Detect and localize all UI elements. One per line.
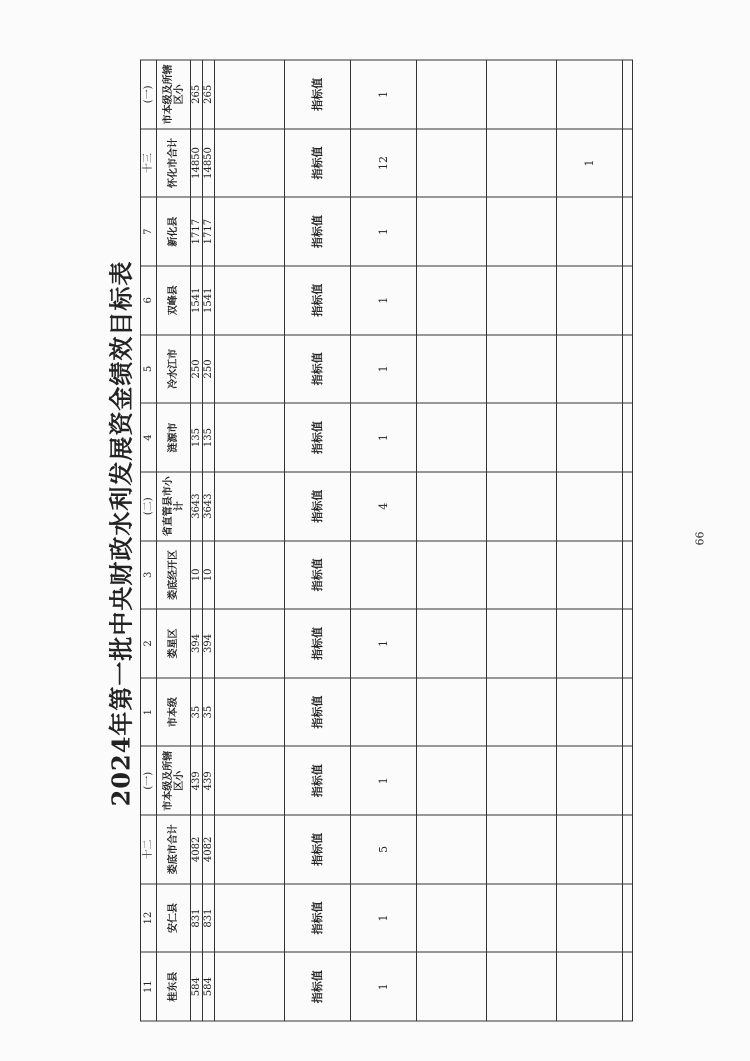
table-cell-indicator: 指标值 xyxy=(285,334,351,403)
table-cell-blank4 xyxy=(623,540,633,609)
table-cell-indicator: 指标值 xyxy=(285,471,351,540)
page-title: 2024年第一批中央财政水利发展资金绩效目标表 xyxy=(106,260,136,807)
table-cell-name: 安仁县 xyxy=(157,883,191,952)
table-cell-v1: 135 xyxy=(191,403,203,472)
table-cell-val: 1 xyxy=(351,265,417,334)
table-cell-val: 4 xyxy=(351,471,417,540)
table-cell-index: 十二 xyxy=(141,815,157,884)
table-cell-blank1 xyxy=(215,609,285,678)
table-cell-blank3 xyxy=(487,334,557,403)
table-cell-blank3 xyxy=(487,540,557,609)
table-cell-extra xyxy=(557,815,623,884)
table-cell-blank2 xyxy=(417,883,487,952)
table-cell-v2: 394 xyxy=(203,609,215,678)
table-cell-val: 1 xyxy=(351,746,417,815)
table-cell-extra xyxy=(557,677,623,746)
table-cell-v1: 10 xyxy=(191,540,203,609)
table-cell-extra xyxy=(557,197,623,266)
table-cell-blank1 xyxy=(215,60,285,129)
table-cell-v2: 1717 xyxy=(203,197,215,266)
table-row xyxy=(285,60,351,1021)
table-cell-indicator: 指标值 xyxy=(285,265,351,334)
table-cell-blank1 xyxy=(215,471,285,540)
table-container xyxy=(140,60,632,1021)
table-cell-blank3 xyxy=(487,677,557,746)
table-cell-extra: 1 xyxy=(557,128,623,197)
table-cell-v1: 4082 xyxy=(191,815,203,884)
table-cell-v2: 250 xyxy=(203,334,215,403)
table-cell-v2: 1541 xyxy=(203,265,215,334)
table-cell-blank2 xyxy=(417,815,487,884)
table-cell-blank2 xyxy=(417,60,487,129)
table-cell-blank1 xyxy=(215,883,285,952)
table-row xyxy=(191,60,203,1021)
table-cell-index: 7 xyxy=(141,197,157,266)
table-cell-name: 涟源市 xyxy=(157,403,191,472)
table-cell-v1: 1541 xyxy=(191,265,203,334)
table-cell-indicator: 指标值 xyxy=(285,815,351,884)
table-cell-index: 4 xyxy=(141,403,157,472)
table-cell-name: 娄底市合计 xyxy=(157,815,191,884)
table-cell-indicator: 指标值 xyxy=(285,197,351,266)
table-cell-indicator: 指标值 xyxy=(285,883,351,952)
table-cell-blank2 xyxy=(417,746,487,815)
table-cell-blank3 xyxy=(487,815,557,884)
table-cell-name: 娄底经开区 xyxy=(157,540,191,609)
table-cell-v1: 831 xyxy=(191,883,203,952)
table-cell-blank3 xyxy=(487,471,557,540)
table-cell-name: 桂东县 xyxy=(157,952,191,1021)
table-cell-extra xyxy=(557,60,623,129)
table-row xyxy=(417,60,487,1021)
table-cell-extra xyxy=(557,403,623,472)
table-row xyxy=(157,60,191,1021)
table-cell-blank4 xyxy=(623,883,633,952)
table-cell-blank2 xyxy=(417,403,487,472)
table-cell-blank4 xyxy=(623,815,633,884)
table-cell-extra xyxy=(557,471,623,540)
table-cell-indicator: 指标值 xyxy=(285,609,351,678)
table-cell-name: 市本级及所辖区小 xyxy=(157,60,191,129)
table-row xyxy=(351,60,417,1021)
table-cell-name: 冷水江市 xyxy=(157,334,191,403)
table-cell-v1: 14850 xyxy=(191,128,203,197)
table-cell-v1: 265 xyxy=(191,60,203,129)
table-cell-name: 省直管县市小计 xyxy=(157,471,191,540)
table-cell-name: 市本级及所辖区小 xyxy=(157,746,191,815)
table-cell-extra xyxy=(557,952,623,1021)
table-cell-index: 2 xyxy=(141,609,157,678)
table-cell-blank3 xyxy=(487,403,557,472)
table-row xyxy=(141,60,157,1021)
table-cell-indicator: 指标值 xyxy=(285,403,351,472)
table-cell-name: 双峰县 xyxy=(157,265,191,334)
table-cell-blank4 xyxy=(623,265,633,334)
table-cell-blank3 xyxy=(487,60,557,129)
table-cell-v2: 265 xyxy=(203,60,215,129)
table-cell-v2: 35 xyxy=(203,677,215,746)
table-cell-val: 1 xyxy=(351,403,417,472)
table-cell-v2: 439 xyxy=(203,746,215,815)
table-cell-v2: 3643 xyxy=(203,471,215,540)
table-cell-blank1 xyxy=(215,746,285,815)
table-cell-val: 12 xyxy=(351,128,417,197)
table-cell-index: 1 xyxy=(141,677,157,746)
table-cell-extra xyxy=(557,746,623,815)
table-cell-indicator: 指标值 xyxy=(285,677,351,746)
table-cell-v1: 3643 xyxy=(191,471,203,540)
table-cell-val: 1 xyxy=(351,883,417,952)
table-cell-blank1 xyxy=(215,540,285,609)
indicator-table xyxy=(140,59,633,1021)
table-cell-val: 1 xyxy=(351,334,417,403)
table-cell-v1: 394 xyxy=(191,609,203,678)
table-cell-blank2 xyxy=(417,471,487,540)
table-row xyxy=(203,60,215,1021)
table-cell-blank2 xyxy=(417,128,487,197)
table-cell-blank3 xyxy=(487,128,557,197)
table-cell-blank4 xyxy=(623,334,633,403)
table-cell-v2: 10 xyxy=(203,540,215,609)
table-cell-blank3 xyxy=(487,609,557,678)
table-cell-val: 1 xyxy=(351,952,417,1021)
page-number: 66 xyxy=(693,531,707,546)
table-cell-blank1 xyxy=(215,952,285,1021)
table-cell-extra xyxy=(557,334,623,403)
table-cell-val: 5 xyxy=(351,815,417,884)
table-cell-blank1 xyxy=(215,334,285,403)
table-cell-blank2 xyxy=(417,334,487,403)
table-cell-index: 11 xyxy=(141,952,157,1021)
table-cell-name: 新化县 xyxy=(157,197,191,266)
table-cell-blank3 xyxy=(487,265,557,334)
table-cell-indicator: 指标值 xyxy=(285,746,351,815)
table-cell-name: 市本级 xyxy=(157,677,191,746)
table-cell-blank1 xyxy=(215,197,285,266)
table-cell-blank3 xyxy=(487,952,557,1021)
table-cell-name: 娄星区 xyxy=(157,609,191,678)
table-cell-v1: 250 xyxy=(191,334,203,403)
table-cell-v2: 135 xyxy=(203,403,215,472)
table-cell-val: 1 xyxy=(351,197,417,266)
table-cell-indicator: 指标值 xyxy=(285,128,351,197)
table-cell-v1: 1717 xyxy=(191,197,203,266)
table-cell-blank4 xyxy=(623,471,633,540)
table-cell-blank1 xyxy=(215,403,285,472)
table-cell-blank3 xyxy=(487,197,557,266)
table-cell-val xyxy=(351,540,417,609)
table-cell-blank2 xyxy=(417,265,487,334)
table-cell-blank2 xyxy=(417,677,487,746)
table-cell-blank1 xyxy=(215,128,285,197)
table-cell-name: 怀化市合计 xyxy=(157,128,191,197)
table-cell-v2: 584 xyxy=(203,952,215,1021)
table-cell-blank1 xyxy=(215,815,285,884)
table-cell-val: 1 xyxy=(351,609,417,678)
table-cell-blank1 xyxy=(215,677,285,746)
table-cell-blank2 xyxy=(417,197,487,266)
table-cell-index: (二) xyxy=(141,471,157,540)
table-cell-indicator: 指标值 xyxy=(285,60,351,129)
table-cell-val xyxy=(351,677,417,746)
table-cell-blank4 xyxy=(623,128,633,197)
table-cell-extra xyxy=(557,609,623,678)
table-cell-index: (一) xyxy=(141,746,157,815)
table-cell-v1: 439 xyxy=(191,746,203,815)
table-cell-extra xyxy=(557,265,623,334)
table-cell-blank4 xyxy=(623,952,633,1021)
table-cell-blank3 xyxy=(487,746,557,815)
table-cell-index: 6 xyxy=(141,265,157,334)
table-cell-v2: 4082 xyxy=(203,815,215,884)
table-row xyxy=(215,60,285,1021)
table-cell-blank4 xyxy=(623,677,633,746)
table-cell-v1: 35 xyxy=(191,677,203,746)
table-cell-v2: 14850 xyxy=(203,128,215,197)
table-cell-extra xyxy=(557,883,623,952)
table-row xyxy=(557,60,623,1021)
table-cell-index: 3 xyxy=(141,540,157,609)
table-cell-extra xyxy=(557,540,623,609)
table-cell-indicator: 指标值 xyxy=(285,540,351,609)
table-cell-indicator: 指标值 xyxy=(285,952,351,1021)
table-cell-index: 5 xyxy=(141,334,157,403)
table-row xyxy=(487,60,557,1021)
table-cell-index: 十三 xyxy=(141,128,157,197)
table-cell-blank3 xyxy=(487,883,557,952)
table-cell-v2: 831 xyxy=(203,883,215,952)
table-cell-val: 1 xyxy=(351,60,417,129)
table-cell-blank2 xyxy=(417,609,487,678)
table-cell-index: (一) xyxy=(141,60,157,129)
table-cell-v1: 584 xyxy=(191,952,203,1021)
table-cell-blank4 xyxy=(623,746,633,815)
table-cell-index: 12 xyxy=(141,883,157,952)
table-row xyxy=(623,60,633,1021)
table-cell-blank2 xyxy=(417,952,487,1021)
table-cell-blank4 xyxy=(623,197,633,266)
table-cell-blank2 xyxy=(417,540,487,609)
table-cell-blank4 xyxy=(623,60,633,129)
table-cell-blank1 xyxy=(215,265,285,334)
table-cell-blank4 xyxy=(623,609,633,678)
table-cell-blank4 xyxy=(623,403,633,472)
